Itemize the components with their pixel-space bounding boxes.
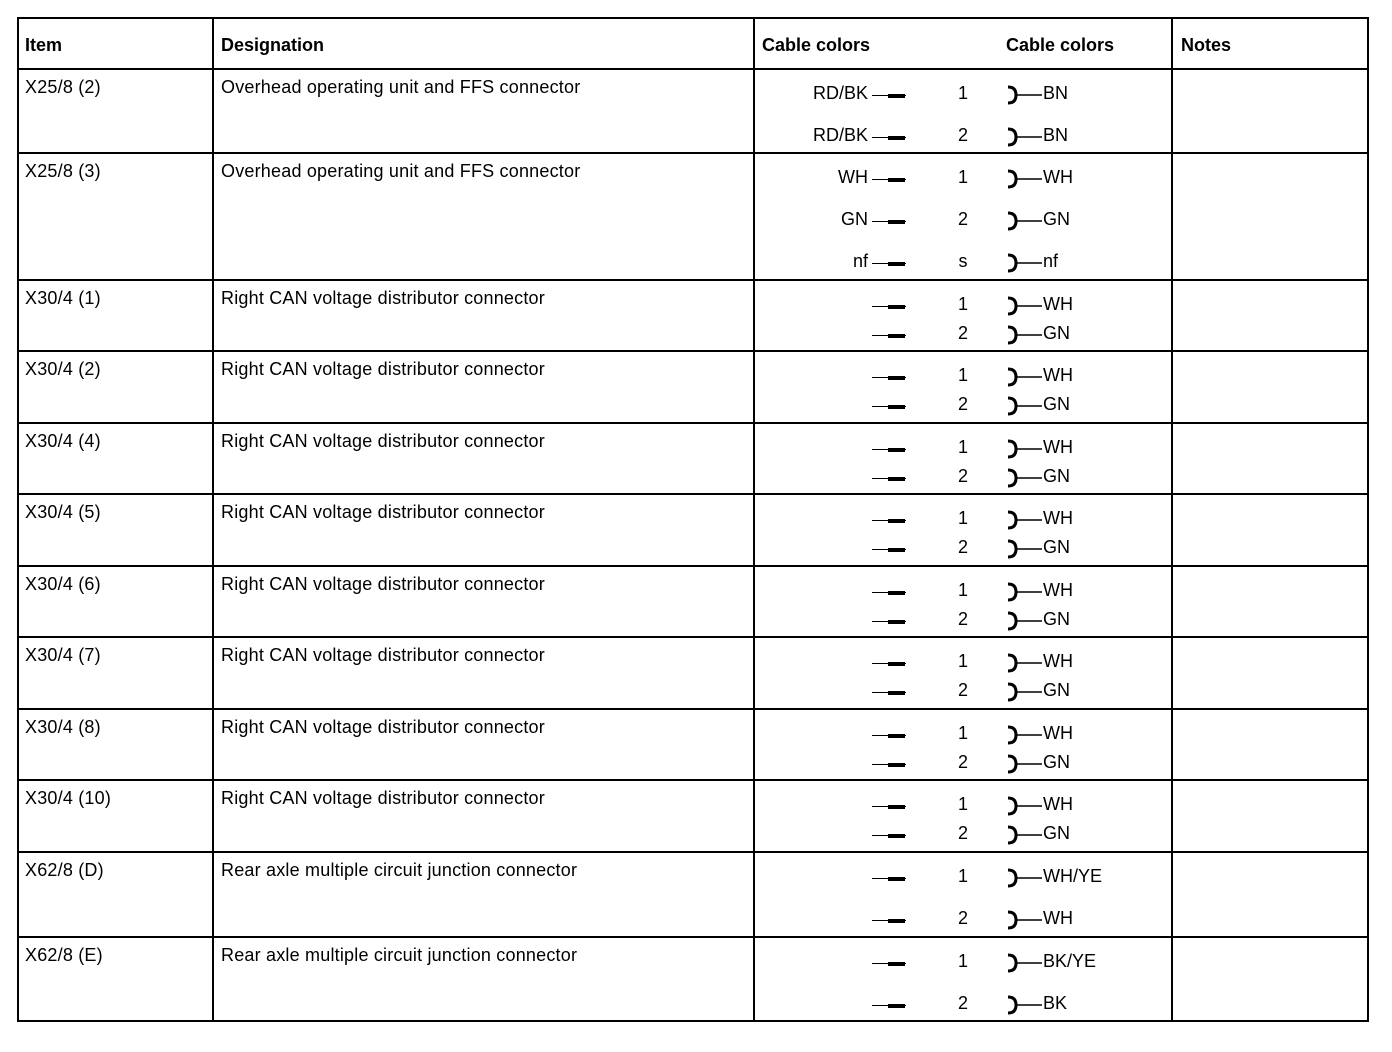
row-divider (17, 152, 1369, 154)
wire-color-right: GN (1043, 466, 1070, 486)
socket-connector-icon (1005, 578, 1043, 602)
pin-entry (17, 649, 1369, 673)
socket-connector-icon (1005, 165, 1043, 189)
table-row (17, 566, 1369, 637)
pin-entry (17, 506, 1369, 530)
wire-color-left: nf (852, 251, 868, 271)
pin-number: 1 (957, 723, 968, 743)
pin-lead-icon (872, 991, 906, 1015)
pin-entry (17, 949, 1369, 973)
table-row (17, 780, 1369, 852)
column-divider-cable-colors (1171, 17, 1173, 1022)
row-item: X30/4 (6) (25, 574, 101, 594)
row-designation: Right CAN voltage distributor connector (221, 645, 545, 665)
socket-connector-icon (1005, 721, 1043, 745)
wire-right (1005, 991, 1067, 1015)
pin-number: 2 (957, 609, 968, 629)
wire-color-left: WH (838, 167, 868, 187)
socket-connector-icon (1005, 535, 1043, 559)
pin-lead-icon (872, 165, 906, 189)
wire-right (1005, 821, 1070, 845)
row-divider (17, 936, 1369, 938)
table-row (17, 637, 1369, 709)
table-row (17, 351, 1369, 423)
socket-connector-icon (1005, 392, 1043, 416)
pin-number: 1 (957, 83, 968, 103)
pin-number: 2 (957, 125, 968, 145)
socket-connector-icon (1005, 81, 1043, 105)
wire-left (868, 750, 906, 774)
pin-lead-icon (872, 607, 906, 631)
wire-color-left: RD/BK (812, 83, 868, 103)
pin-entry (17, 207, 1369, 231)
wire-color-right: BK (1043, 993, 1068, 1013)
socket-connector-icon (1005, 678, 1043, 702)
pin-lead-icon (872, 721, 906, 745)
socket-connector-icon (1005, 649, 1043, 673)
socket-connector-icon (1005, 991, 1043, 1015)
header-designation: Designation (221, 35, 325, 55)
pin-lead-icon (872, 864, 906, 888)
socket-connector-icon (1005, 207, 1043, 231)
wire-right (1005, 607, 1070, 631)
wire-color-right: GN (1043, 752, 1070, 772)
wire-color-right: WH (1043, 294, 1073, 314)
wire-left (868, 649, 906, 673)
pin-lead-icon (872, 392, 906, 416)
pin-entry (17, 721, 1369, 745)
wire-left (868, 292, 906, 316)
wire-left (868, 392, 906, 416)
wire-color-right: WH (1043, 580, 1073, 600)
wire-left (813, 81, 906, 105)
pin-entry (17, 249, 1369, 273)
wire-color-right: GN (1043, 823, 1070, 843)
wire-right (1005, 292, 1073, 316)
pin-number: 1 (957, 794, 968, 814)
wire-right (1005, 949, 1096, 973)
table-border-bottom (17, 1020, 1369, 1022)
row-divider (17, 565, 1369, 567)
wire-left (868, 321, 906, 345)
pin-entry (17, 991, 1369, 1015)
table-row (17, 153, 1369, 280)
row-divider (17, 779, 1369, 781)
wire-left (868, 506, 906, 530)
pin-number: 1 (957, 167, 968, 187)
pin-entry (17, 292, 1369, 316)
wire-color-right: WH (1043, 651, 1073, 671)
wire-right (1005, 578, 1073, 602)
row-item: X62/8 (E) (25, 945, 103, 965)
pin-entry (17, 821, 1369, 845)
wire-left (868, 607, 906, 631)
socket-connector-icon (1005, 123, 1043, 147)
row-divider (17, 350, 1369, 352)
table-border-top (17, 17, 1369, 19)
pin-lead-icon (872, 535, 906, 559)
row-designation: Right CAN voltage distributor connector (221, 502, 545, 522)
socket-connector-icon (1005, 464, 1043, 488)
socket-connector-icon (1005, 949, 1043, 973)
pin-entry (17, 123, 1369, 147)
row-designation: Right CAN voltage distributor connector (221, 288, 545, 308)
row-item: X30/4 (1) (25, 288, 101, 308)
wire-color-right: WH (1043, 437, 1073, 457)
pin-number: 2 (957, 394, 968, 414)
wire-right (1005, 81, 1068, 105)
socket-connector-icon (1005, 321, 1043, 345)
pin-entry (17, 321, 1369, 345)
wire-left (813, 123, 906, 147)
socket-connector-icon (1005, 607, 1043, 631)
wire-right (1005, 750, 1070, 774)
wire-left (868, 906, 906, 930)
table-row (17, 69, 1369, 153)
pin-number: 1 (957, 294, 968, 314)
pin-entry (17, 435, 1369, 459)
row-divider (17, 708, 1369, 710)
row-divider (17, 422, 1369, 424)
row-designation: Rear axle multiple circuit junction connector (221, 860, 578, 880)
pin-lead-icon (872, 249, 906, 273)
wire-right (1005, 392, 1070, 416)
wire-left (868, 864, 906, 888)
pin-entry (17, 678, 1369, 702)
pin-lead-icon (872, 750, 906, 774)
wire-right (1005, 721, 1073, 745)
wire-left (868, 363, 906, 387)
pin-entry (17, 363, 1369, 387)
wire-right (1005, 678, 1070, 702)
pin-lead-icon (872, 792, 906, 816)
pin-number: 1 (957, 580, 968, 600)
wire-color-right: BN (1043, 83, 1069, 103)
wire-right (1005, 906, 1073, 930)
pin-number: 1 (957, 651, 968, 671)
wire-left (868, 578, 906, 602)
wire-color-right: nf (1043, 251, 1059, 271)
wire-color-left: GN (841, 209, 868, 229)
wire-left (868, 721, 906, 745)
wire-color-right: WH (1043, 908, 1073, 928)
pin-lead-icon (872, 578, 906, 602)
wire-right (1005, 435, 1073, 459)
socket-connector-icon (1005, 750, 1043, 774)
row-divider (17, 68, 1369, 70)
row-item: X30/4 (2) (25, 359, 101, 379)
column-divider-item (212, 17, 214, 1022)
socket-connector-icon (1005, 821, 1043, 845)
socket-connector-icon (1005, 292, 1043, 316)
wire-color-right: GN (1043, 537, 1070, 557)
row-item: X30/4 (10) (25, 788, 112, 808)
socket-connector-icon (1005, 249, 1043, 273)
wire-color-right: GN (1043, 394, 1070, 414)
row-designation: Overhead operating unit and FFS connector (221, 161, 581, 181)
pin-entry (17, 578, 1369, 602)
wire-left (841, 207, 906, 231)
row-divider (17, 636, 1369, 638)
wire-left (868, 991, 906, 1015)
wire-left (868, 949, 906, 973)
pin-number: 2 (957, 537, 968, 557)
pin-number: 1 (957, 866, 968, 886)
row-designation: Right CAN voltage distributor connector (221, 717, 545, 737)
wire-color-right: WH (1043, 794, 1073, 814)
pin-number: 2 (957, 209, 968, 229)
table-row (17, 852, 1369, 937)
pin-number: 2 (957, 993, 968, 1013)
pin-lead-icon (872, 506, 906, 530)
pin-lead-icon (872, 207, 906, 231)
column-divider-designation (753, 17, 755, 1022)
pin-number: 2 (957, 323, 968, 343)
wire-left (868, 678, 906, 702)
pin-entry (17, 750, 1369, 774)
pin-number: 1 (957, 951, 968, 971)
row-item: X30/4 (4) (25, 431, 101, 451)
wire-color-right: WH (1043, 167, 1073, 187)
pin-lead-icon (872, 678, 906, 702)
socket-connector-icon (1005, 506, 1043, 530)
wire-right (1005, 321, 1070, 345)
table-row (17, 494, 1369, 566)
row-item: X30/4 (7) (25, 645, 101, 665)
wire-color-right: BK/YE (1043, 951, 1097, 971)
wire-left (868, 821, 906, 845)
pin-number: 1 (957, 508, 968, 528)
wire-color-right: GN (1043, 209, 1070, 229)
socket-connector-icon (1005, 792, 1043, 816)
wire-right (1005, 792, 1073, 816)
wire-left (838, 165, 906, 189)
table-border-left (17, 17, 19, 1022)
pin-number: 1 (957, 437, 968, 457)
row-item: X25/8 (2) (25, 77, 101, 97)
header-cable-colors-left: Cable colors (762, 35, 871, 55)
pin-number: s (958, 251, 968, 271)
wire-right (1005, 649, 1073, 673)
wire-color-right: WH/YE (1043, 866, 1103, 886)
wire-right (1005, 464, 1070, 488)
wire-left (868, 435, 906, 459)
row-divider (17, 279, 1369, 281)
pin-entry (17, 864, 1369, 888)
row-item: X25/8 (3) (25, 161, 101, 181)
row-designation: Right CAN voltage distributor connector (221, 431, 545, 451)
row-item: X30/4 (8) (25, 717, 101, 737)
pin-lead-icon (872, 363, 906, 387)
row-designation: Right CAN voltage distributor connector (221, 788, 545, 808)
pin-lead-icon (872, 321, 906, 345)
row-designation: Right CAN voltage distributor connector (221, 359, 545, 379)
pin-number: 2 (957, 680, 968, 700)
pin-number: 2 (957, 752, 968, 772)
wire-color-right: BN (1043, 125, 1069, 145)
wire-right (1005, 864, 1102, 888)
pin-lead-icon (872, 949, 906, 973)
wire-right (1005, 207, 1070, 231)
table-row (17, 280, 1369, 351)
wire-left (868, 792, 906, 816)
row-item: X62/8 (D) (25, 860, 104, 880)
table-row (17, 937, 1369, 1021)
wire-left (868, 535, 906, 559)
pin-entry (17, 464, 1369, 488)
pin-number: 2 (957, 823, 968, 843)
pin-entry (17, 792, 1369, 816)
pin-entry (17, 392, 1369, 416)
wire-color-right: GN (1043, 323, 1070, 343)
pin-number: 2 (957, 908, 968, 928)
table-row (17, 709, 1369, 780)
wire-left (868, 464, 906, 488)
socket-connector-icon (1005, 906, 1043, 930)
socket-connector-icon (1005, 864, 1043, 888)
pin-number: 1 (957, 365, 968, 385)
pin-lead-icon (872, 821, 906, 845)
socket-connector-icon (1005, 435, 1043, 459)
table-row (17, 423, 1369, 494)
row-divider (17, 851, 1369, 853)
header-item: Item (25, 35, 63, 55)
pin-number: 2 (957, 466, 968, 486)
pin-entry (17, 906, 1369, 930)
row-designation: Rear axle multiple circuit junction connector (221, 945, 578, 965)
wire-right (1005, 249, 1058, 273)
pin-lead-icon (872, 649, 906, 673)
header-notes: Notes (1181, 35, 1232, 55)
wire-left (853, 249, 906, 273)
pin-lead-icon (872, 435, 906, 459)
wire-color-right: GN (1043, 680, 1070, 700)
wire-color-left: RD/BK (812, 125, 868, 145)
pin-lead-icon (872, 81, 906, 105)
pin-lead-icon (872, 464, 906, 488)
wire-right (1005, 363, 1073, 387)
socket-connector-icon (1005, 363, 1043, 387)
wire-color-right: GN (1043, 609, 1070, 629)
wire-right (1005, 535, 1070, 559)
header-cable-colors-right: Cable colors (1006, 35, 1115, 55)
wire-right (1005, 165, 1073, 189)
wire-right (1005, 506, 1073, 530)
wire-right (1005, 123, 1068, 147)
connector-table (17, 17, 1369, 1022)
wire-color-right: WH (1043, 365, 1073, 385)
pin-lead-icon (872, 292, 906, 316)
row-divider (17, 493, 1369, 495)
pin-lead-icon (872, 123, 906, 147)
table-border-right (1367, 17, 1369, 1022)
row-designation: Overhead operating unit and FFS connector (221, 77, 581, 97)
pin-entry (17, 81, 1369, 105)
pin-entry (17, 607, 1369, 631)
wire-color-right: WH (1043, 508, 1073, 528)
row-designation: Right CAN voltage distributor connector (221, 574, 545, 594)
row-item: X30/4 (5) (25, 502, 101, 522)
pin-entry (17, 165, 1369, 189)
wire-color-right: WH (1043, 723, 1073, 743)
pin-lead-icon (872, 906, 906, 930)
pin-entry (17, 535, 1369, 559)
